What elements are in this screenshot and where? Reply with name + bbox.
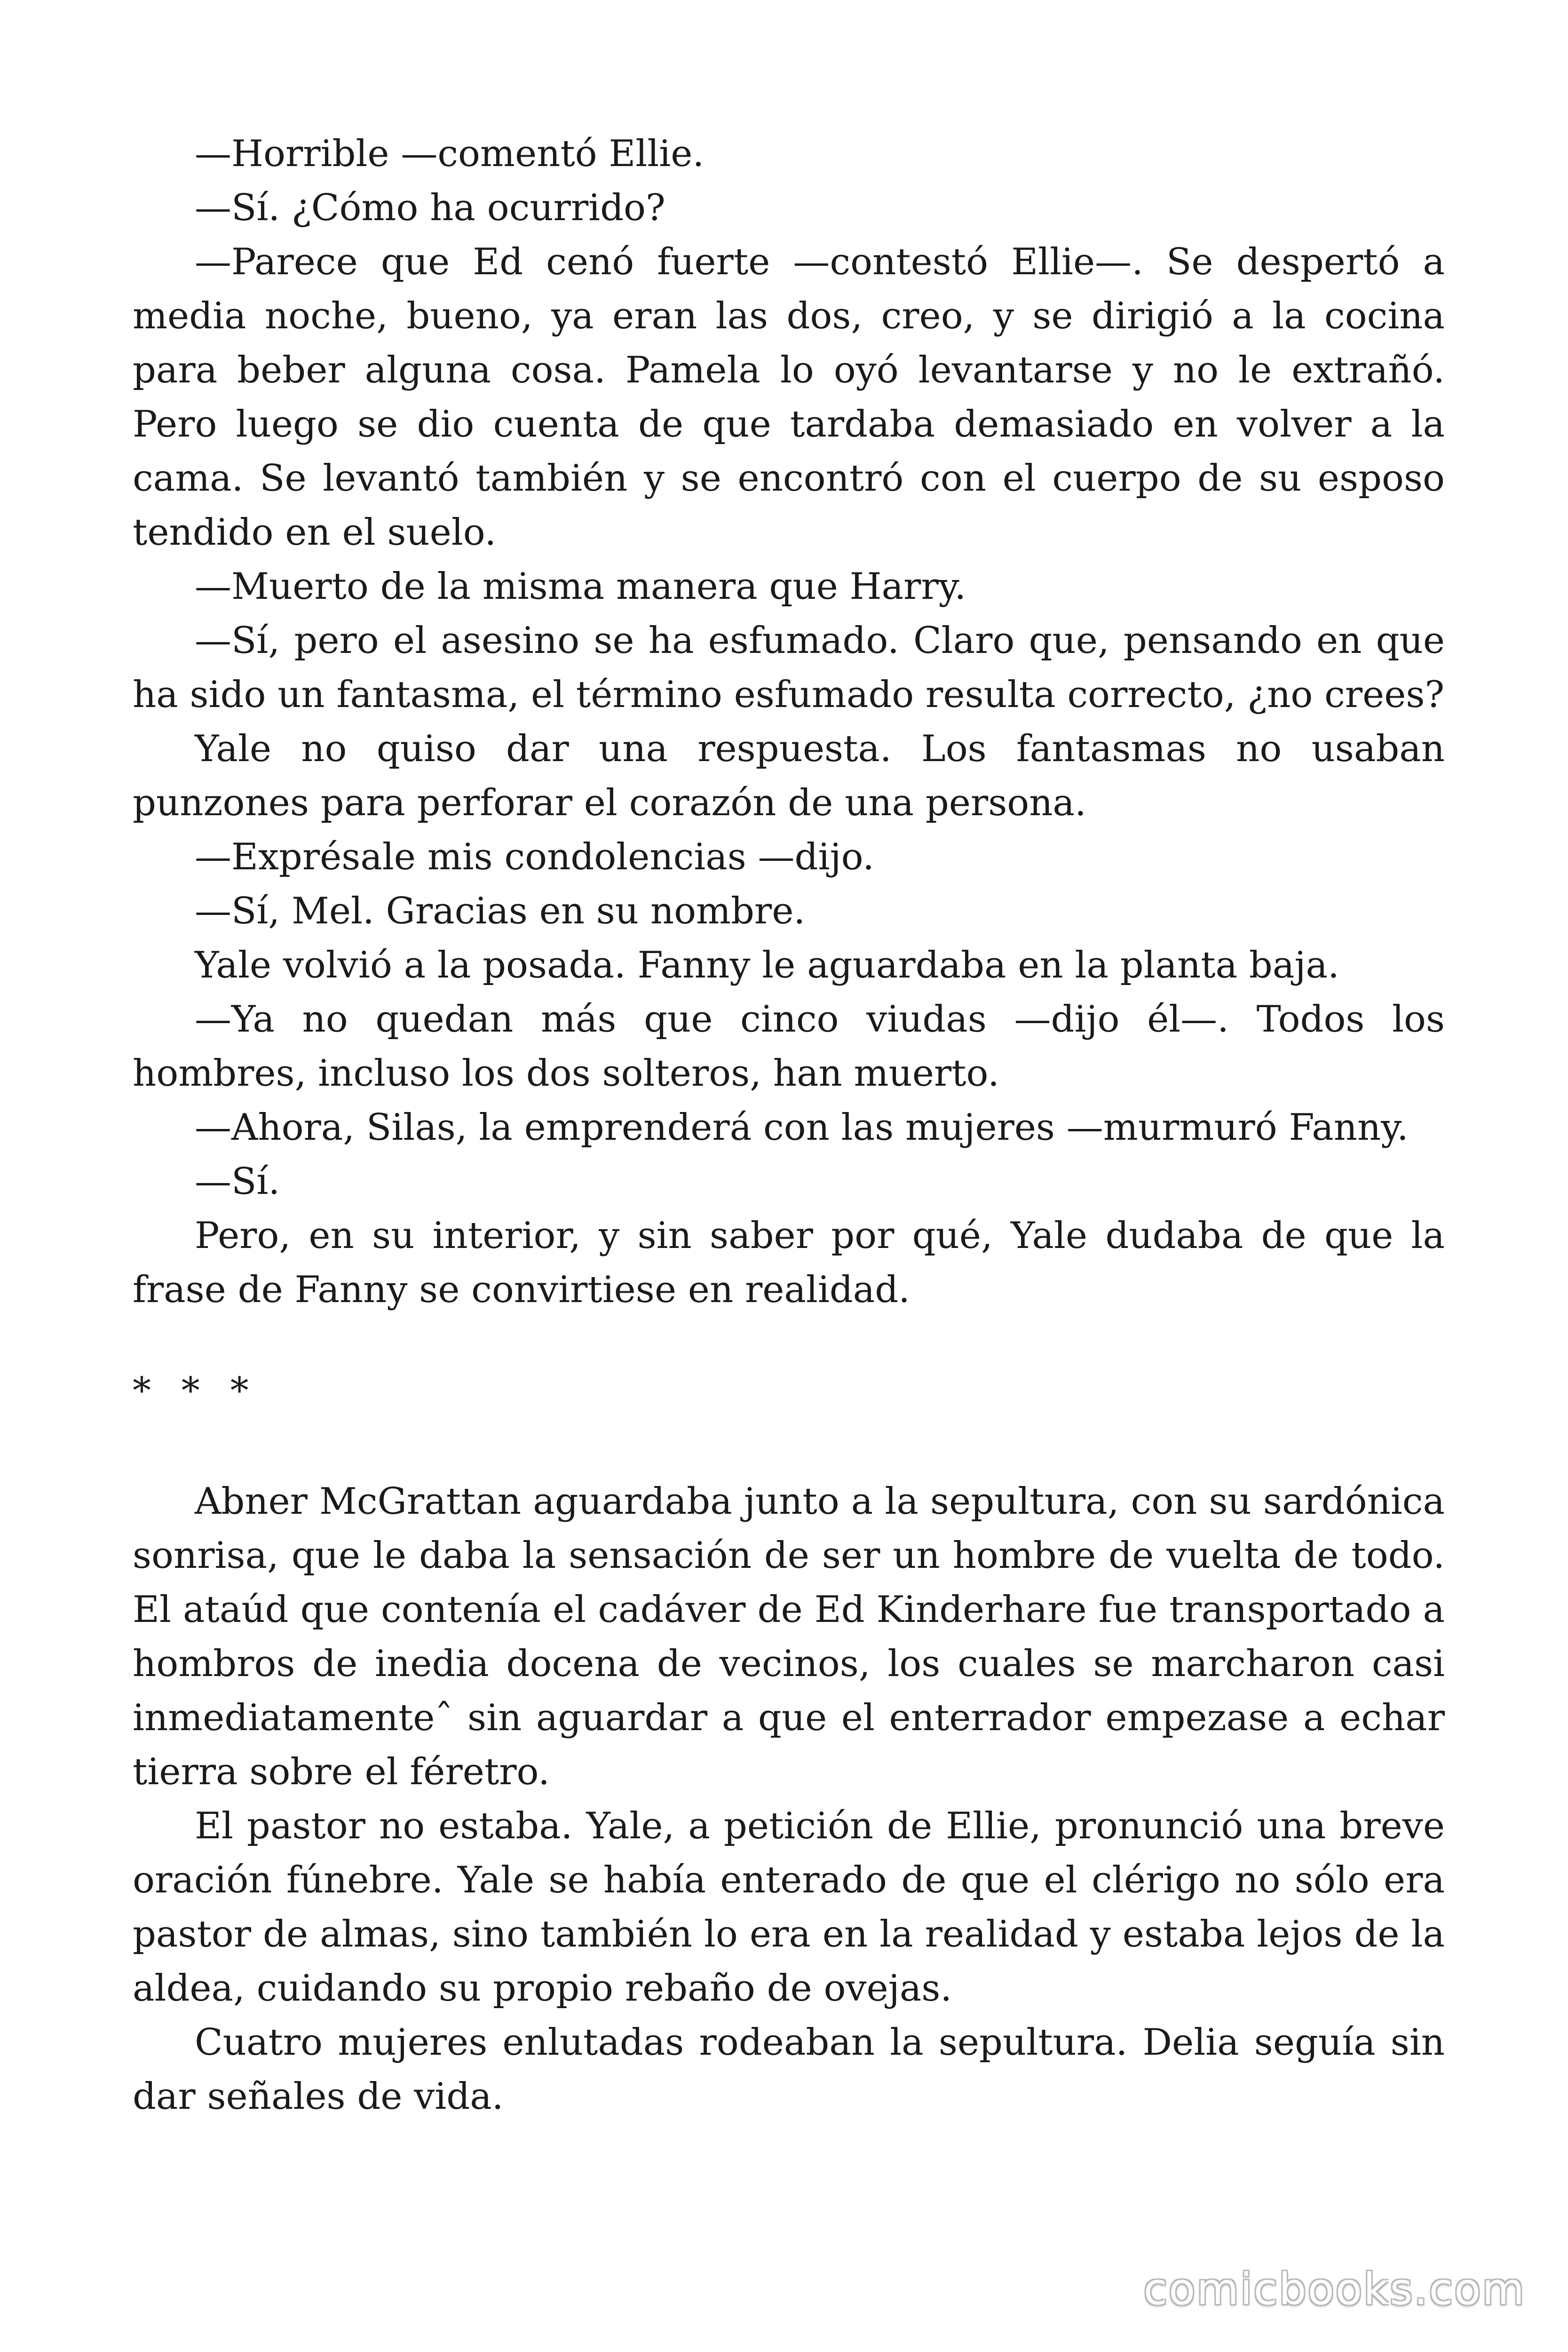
book-page — [133, 127, 1445, 2124]
paragraph-8: —Sí, Mel. Gracias en su nombre. — [195, 890, 806, 932]
paragraph-1: —Horrible —comentó Ellie. — [195, 133, 705, 175]
paragraph-2: —Sí. ¿Cómo ha ocurrido? — [195, 187, 665, 229]
section-separator: * * * — [133, 1370, 258, 1412]
paragraph-14: Abner McGrattan aguardaba junto a la sepultura, con su sardónica sonrisa, que le daba la sensación de ser un hombre de vuelta de todo. El ataúd que contenía el cadáver de Ed Kinderhare fue transportado a hombros de inedia docena de vecinos, los cuales se marcharon casi inmediatamenteˆ sin aguardar a que el enterrador empezase a echar tierra sobre el féretro. — [133, 1480, 1445, 1793]
watermark-logo: comicbooks.com — [1143, 2264, 1526, 2314]
paragraph-5: —Sí, pero el asesino se ha esfumado. Claro que, pensando en que ha sido un fantasma, el término esfumado resulta correcto, ¿no crees? — [133, 620, 1445, 716]
paragraph-16: Cuatro mujeres enlutadas rodeaban la sepultura. Delia seguía sin dar señales de vida. — [133, 2021, 1445, 2118]
paragraph-11: —Ahora, Silas, la emprenderá con las mujeres —murmuró Fanny. — [195, 1106, 1409, 1149]
paragraph-4: —Muerto de la misma manera que Harry. — [195, 565, 966, 608]
paragraph-13: Pero, en su interior, y sin saber por qué, Yale dudaba de que la frase de Fanny se convirtiese en realidad. — [133, 1215, 1445, 1311]
paragraph-10: —Ya no quedan más que cinco viudas —dijo él—. Todos los hombres, incluso los dos solteros, han muerto. — [133, 998, 1445, 1095]
paragraph-9: Yale volvió a la posada. Fanny le aguardaba en la planta baja. — [195, 944, 1339, 986]
paragraph-6: Yale no quiso dar una respuesta. Los fantasmas no usaban punzones para perforar el corazón de una persona. — [133, 728, 1445, 824]
paragraph-12: —Sí. — [195, 1160, 280, 1203]
paragraph-3: —Parece que Ed cenó fuerte —contestó Ellie—. Se despertó a media noche, bueno, ya eran las dos, creo, y se dirigió a la cocina para beber alguna cosa. Pamela lo oyó levantarse y no le extrañó. Pero luego se dio cuenta de que tardaba demasiado en volver a la cama. Se levantó también y se encontró con el cuerpo de su esposo tendido en el suelo. — [133, 241, 1445, 554]
paragraph-7: —Exprésale mis condolencias —dijo. — [195, 836, 874, 878]
paragraph-15: El pastor no estaba. Yale, a petición de Ellie, pronunció una breve oración fúnebre. Yale se había enterado de que el clérigo no sólo era pastor de almas, sino también lo era en la realidad y estaba lejos de la aldea, cuidando su propio rebaño de ovejas. — [133, 1805, 1445, 2010]
